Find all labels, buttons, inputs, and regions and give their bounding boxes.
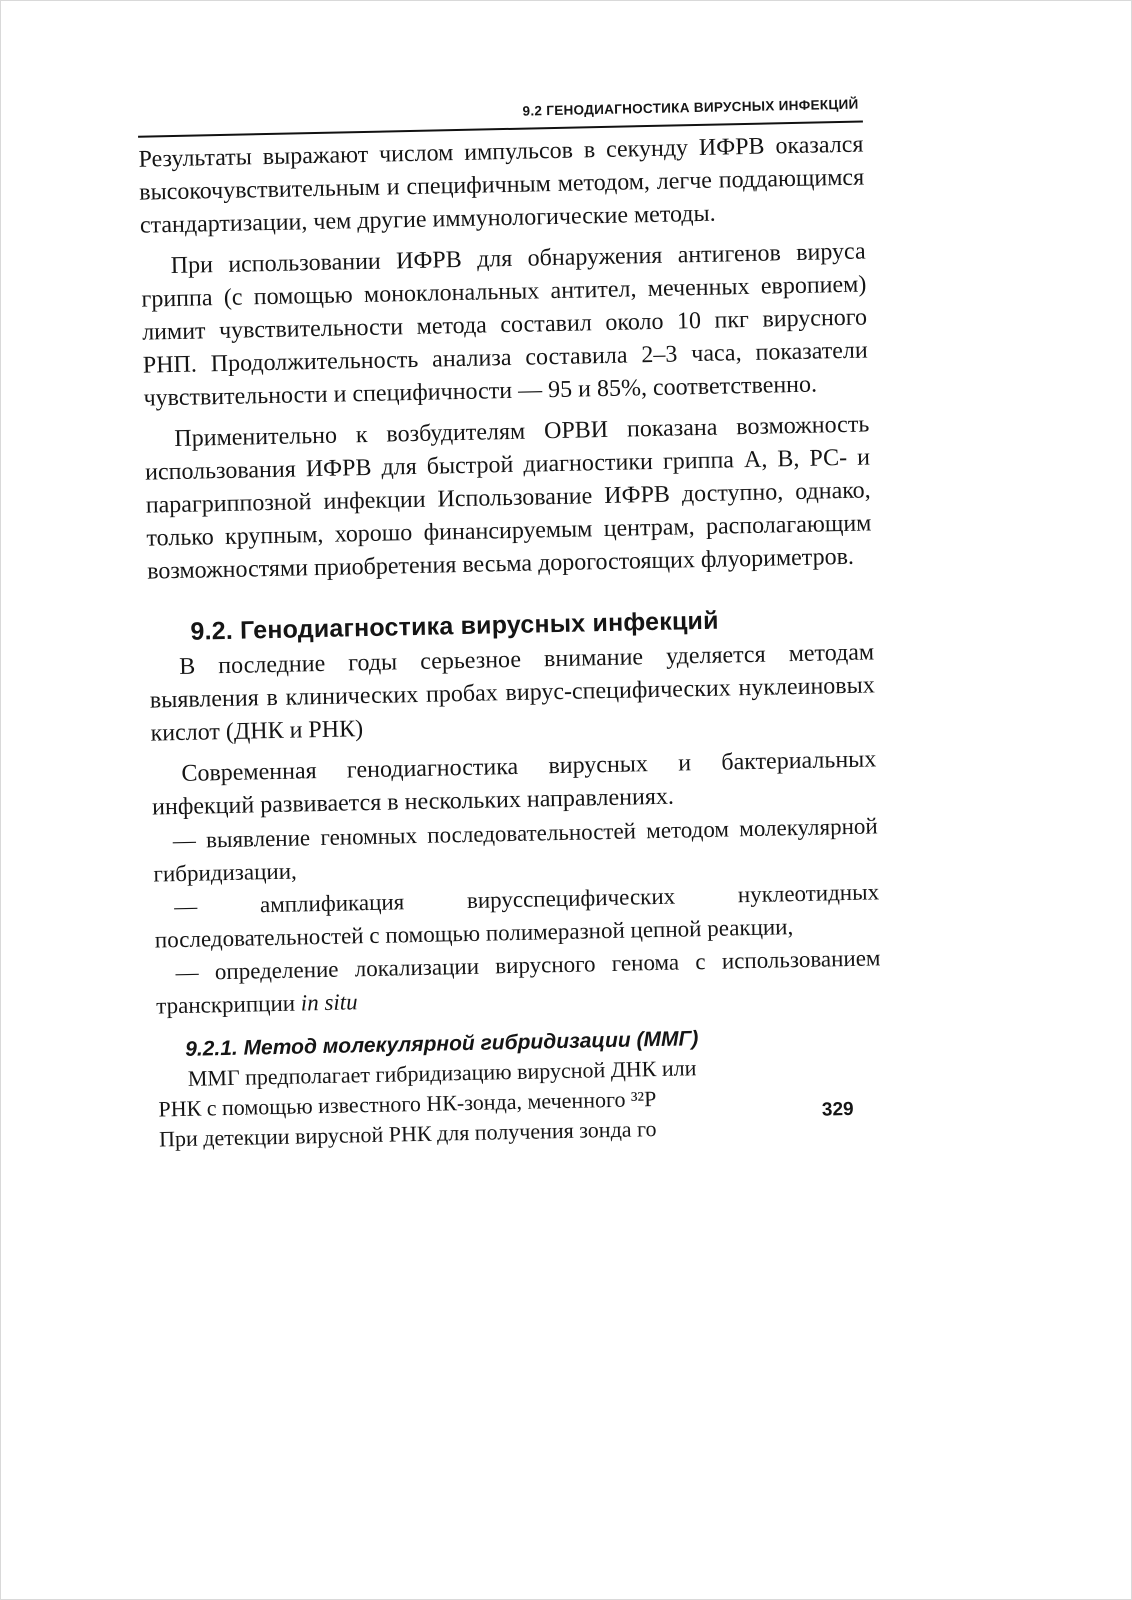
list-item-text: — определение локализации вирусного генома с использованием транскрипции bbox=[156, 945, 881, 1019]
list-item: — амплификация вирусспецифических нуклеотидных последовательностей с помощью полимеразной цепной реакции, bbox=[154, 879, 880, 953]
paragraph: Современная генодиагностика вирусных и бактериальных инфекций развивается в нескольких направлениях. bbox=[151, 746, 877, 821]
running-head: 9.2 ГЕНОДИАГНОСТИКА ВИРУСНЫХ ИНФЕКЦИЙ bbox=[522, 96, 859, 119]
paragraph: При использовании ИФРВ для обнаружения антигенов вируса гриппа (с помощью моноклональных антител, меченных европием) лимит чувствительности метода составил около 10 пкг вирусного РНП. Продолжительность анализа составила 2–3 часа, показатели чувствительности и специфичности — 95 и 85%, соответственно. bbox=[141, 238, 868, 412]
text-line: ММГ предполагает гибридизацию вирусной ДНК или bbox=[187, 1055, 697, 1091]
subsection-title: 9.2.1. Метод молекулярной гибридизации (ММГ) bbox=[184, 1027, 699, 1061]
page-number: 329 bbox=[821, 1098, 854, 1121]
paragraph: Применительно к возбудителям ОРВИ показана возможность использования ИФРВ для быстрой диагностики гриппа А, В, РС- и парагриппозной инфекции Использование ИФРВ доступно, однако, только крупным, хорошо финансируемым центрам, располагающим возможностями приобретения весьма дорогостоящих флуориметров. bbox=[144, 411, 872, 585]
list-item-italic: in situ bbox=[300, 989, 358, 1016]
paragraph: В последние годы серьезное внимание уделяется методам выявления в клинических пробах вирус-специфических нуклеиновых кислот (ДНК и РНК) bbox=[149, 639, 875, 747]
list-item bbox=[155, 941, 881, 1022]
paragraph: Результаты выражают числом импульсов в секунду ИФРВ оказался высокочувствительным и специфичным методом, легче поддающимся стандартизации, чем другие иммунологические методы. bbox=[138, 131, 865, 239]
book-page bbox=[137, 89, 892, 1564]
text-line: При детекции вирусной РНК для получения зонда го bbox=[158, 1116, 657, 1152]
section-title: 9.2. Генодиагностика вирусных инфекций bbox=[190, 606, 719, 646]
text-line: РНК с помощью известного НК-зонда, меченного ³²Р bbox=[158, 1086, 657, 1122]
list-item: — выявление геномных последовательностей методом молекулярной гибридизации, bbox=[153, 813, 878, 887]
